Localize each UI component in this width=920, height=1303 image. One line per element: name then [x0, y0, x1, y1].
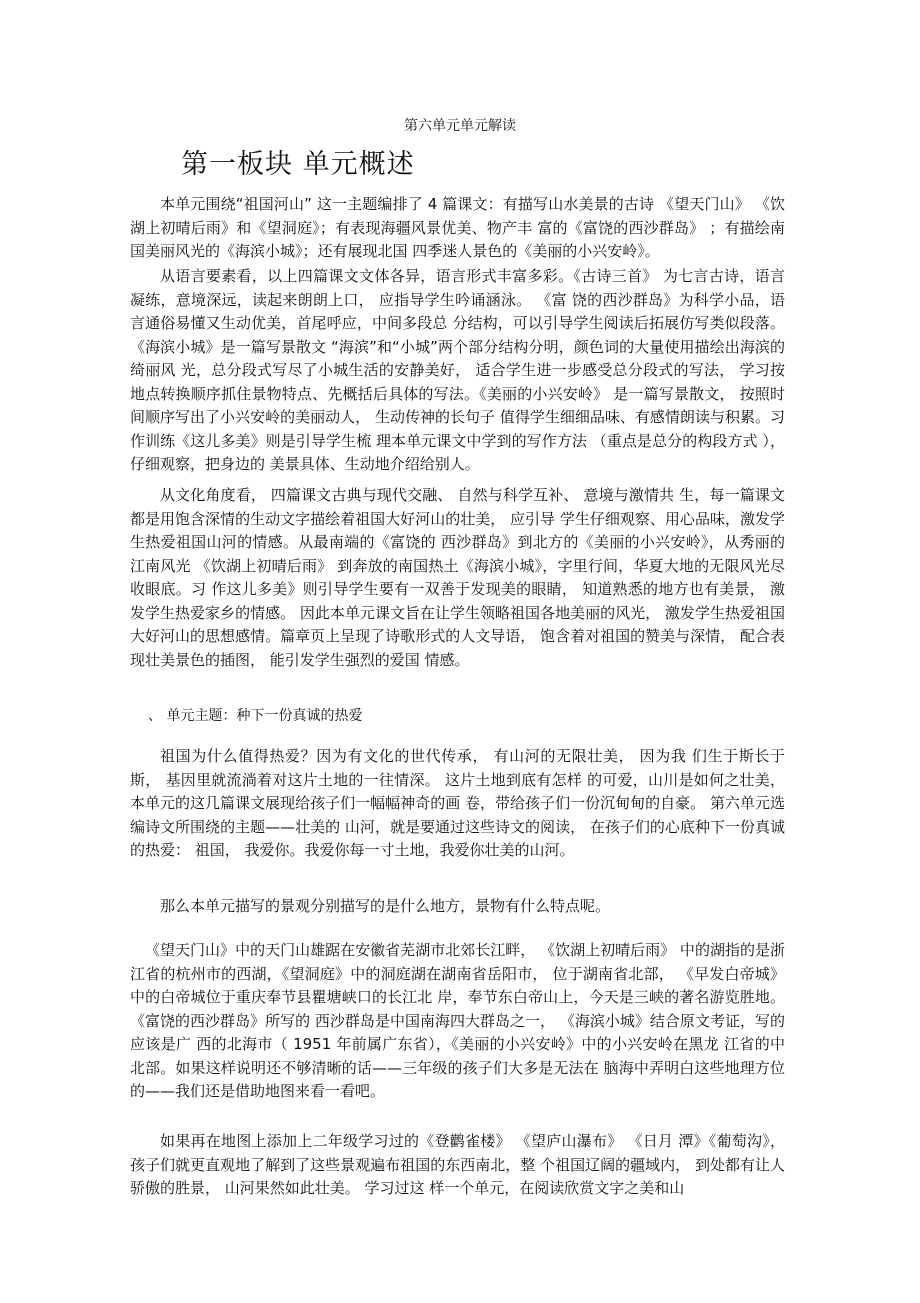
unit-theme-heading: 、 单元主题：种下一份真诚的热爱	[148, 708, 363, 724]
section-heading: 第一板块 单元概述	[181, 149, 415, 180]
document-title: 第六单元单元解读	[404, 118, 516, 134]
paragraph-language-elements: 从语言要素看，以上四篇课文文体各异，语言形式丰富多彩。《古诗三首》 为七言古诗，语言凝练，意境深远，读起来朗朗上口， 应指导学生吟诵涵泳。 《富 饶的西沙群岛》为科学小品，语言通俗易懂又生动优美，首尾呼应，中间多段总 分结构，可以引导学生阅读后拓展仿写类似段落。 《海滨小城》是一篇写景散文 “海滨”和“小城”两个部分结构分明，颜色词的大量使用描绘出海滨的绮丽风 光，总分段式写尽了小城生活的安静美好， 适合学生进一步感受总分段式的写法， 学习按地点转换顺序抓住景物特点、先概括后具体的写法。《美丽的小兴安岭》 是一篇写景散文， 按照时间顺序写出了小兴安岭的美丽动人， 生动传神的长句子 值得学生细细品味、有感情朗读与积累。习作训练《这儿多美》则是引导学生梳 理本单元课文中学到的写作方法 （重点是总分的构段方式 ），仔细观察，把身边的 美景具体、生动地介绍给别人。	[130, 267, 785, 473]
paragraph-locations: 《望天门山》中的天门山雄踞在安徽省芜湖市北郊长江畔， 《饮湖上初晴后雨》 中的湖指的是浙江省的杭州市的西湖，《望洞庭》中的洞庭湖在湖南省岳阳市， 位于湖南省北部， 《早发白帝城》 中的白帝城位于重庆奉节县瞿塘峡口的长江北 岸，奉节东白帝山上，今天是三峡的著名游览胜地。 《富饶的西沙群岛》所写的 西沙群岛是中国南海四大群岛之一， 《海滨小城》结合原文考证，写的应该是广 西的北海市（ 1951 年前属广东省），《美丽的小兴安岭》中的小兴安岭在黑龙 江省的中北部。如果这样说明还不够清晰的话——三年级的孩子们大多是无法在 脑海中弄明白这些地理方位的——我们还是借助地图来看一看吧。	[130, 941, 785, 1100]
paragraph-why-love-motherland: 祖国为什么值得热爱？因为有文化的世代传承， 有山河的无限壮美， 因为我 们生于斯长于斯， 基因里就流淌着对这片土地的一往情深。 这片土地到底有怎样 的可爱，山川是如何之壮美， 本单元的这几篇课文展现给孩子们一幅幅神奇的画 卷，带给孩子们一份沉甸甸的自豪。 第六单元选编诗文所围绕的主题——壮美的 山河，就是要通过这些诗文的阅读， 在孩子们的心底种下一份真诚的热爱： 祖国， 我爱你。我爱你每一寸土地，我爱你壮美的山河。	[130, 747, 785, 859]
paragraph-cultural-perspective: 从文化角度看， 四篇课文古典与现代交融、 自然与科学互补、 意境与激情共 生，每一篇课文都是用饱含深情的生动文字描绘着祖国大好河山的壮美， 应引导 学生仔细观察、用心品味，激发学生热爱祖国山河的情感。从最南端的《富饶的 西沙群岛》到北方的《美丽的小兴安岭》，从秀丽的江南风光 《饮湖上初晴后雨》 到奔放的南国热土《海滨小城》，字里行间，华夏大地的无限风光尽收眼底。习 作这儿多美》则引导学生要有一双善于发现美的眼睛， 知道熟悉的地方也有美景， 激发学生热爱家乡的情感。 因此本单元课文旨在让学生领略祖国各地美丽的风光， 激发学生热爱祖国大好河山的思想感情。篇章页上呈现了诗歌形式的人文导语， 饱含着对祖国的赞美与深情， 配合表现壮美景色的插图， 能引发学生强烈的爱国 情感。	[130, 486, 785, 669]
paragraph-map-extension: 如果再在地图上添加上二年级学习过的《登鹳雀楼》 《望庐山瀑布》 《日月 潭》《葡萄沟》，孩子们就更直观地了解到了这些景观遍布祖国的东西南北，整 个祖国辽阔的疆域内， 到处都有让人骄傲的胜景， 山河果然如此壮美。 学习过这 样一个单元，在阅读欣赏文字之美和山	[130, 1132, 785, 1197]
paragraph-question: 那么本单元描写的景观分别描写的是什么地方，景物有什么特点呢。	[160, 897, 611, 915]
paragraph-unit-overview: 本单元围绕“祖国河山” 这一主题编排了 4 篇课文：有描写山水美景的古诗 《望天门山》 《饮湖上初晴后雨》和《望洞庭》；有表现海疆风景优美、物产丰 富的《富饶的西沙群岛》 ；有描绘南国美丽风光的《海滨小城》；还有展现北国 四季迷人景色的《美丽的小兴安岭》。	[130, 195, 785, 260]
